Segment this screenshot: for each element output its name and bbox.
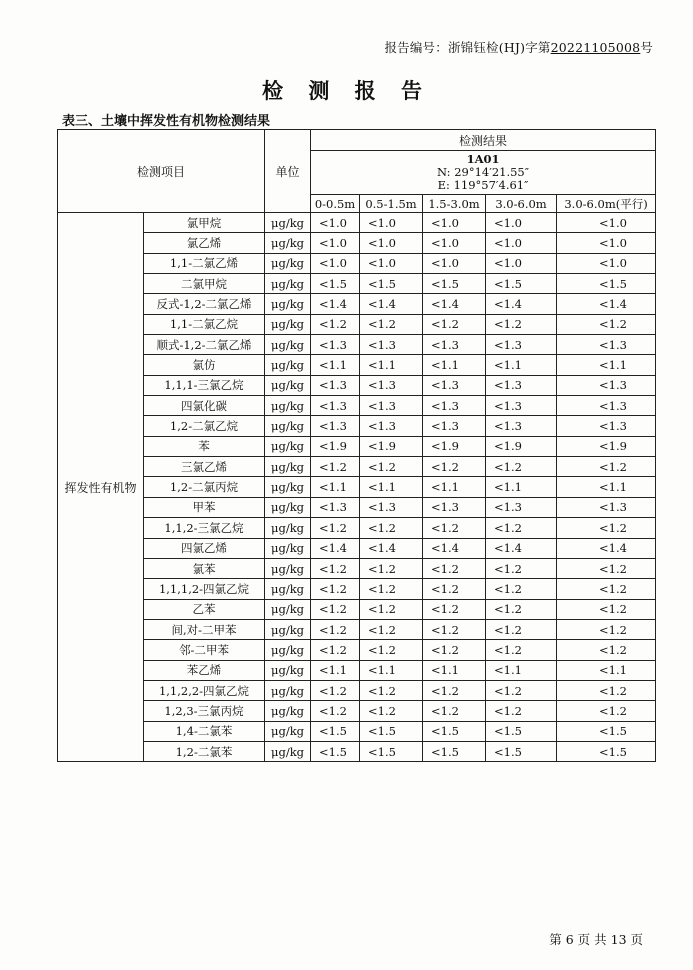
result-value: <1.2 (423, 640, 486, 660)
unit-cell: μg/kg (265, 375, 311, 395)
result-value: <1.5 (557, 274, 656, 294)
table-row (58, 375, 656, 395)
compound-name: 氯苯 (144, 558, 265, 578)
result-value: <1.0 (360, 213, 423, 233)
unit-cell: μg/kg (265, 233, 311, 253)
table-row (58, 233, 656, 253)
result-value: <1.0 (557, 233, 656, 253)
compound-name: 苯 (144, 436, 265, 456)
compound-name: 1,1,1-三氯乙烷 (144, 375, 265, 395)
station-info (311, 151, 656, 195)
table-row (58, 660, 656, 680)
result-value: <1.1 (360, 355, 423, 375)
unit-cell: μg/kg (265, 314, 311, 334)
unit-cell: μg/kg (265, 416, 311, 436)
result-value: <1.3 (360, 497, 423, 517)
compound-name: 氯甲烷 (144, 213, 265, 233)
result-value: <1.2 (423, 701, 486, 721)
result-value: <1.3 (311, 375, 360, 395)
result-value: <1.3 (423, 375, 486, 395)
result-value: <1.3 (423, 416, 486, 436)
result-value: <1.1 (423, 477, 486, 497)
result-value: <1.2 (311, 599, 360, 619)
result-value: <1.0 (486, 253, 557, 273)
table-row (58, 274, 656, 294)
unit-cell: μg/kg (265, 477, 311, 497)
unit-cell: μg/kg (265, 355, 311, 375)
header-unit: 单位 (265, 130, 311, 213)
table-row (58, 640, 656, 660)
result-value: <1.2 (311, 558, 360, 578)
unit-cell: μg/kg (265, 619, 311, 639)
table-row (58, 558, 656, 578)
table-row (58, 518, 656, 538)
result-value: <1.3 (486, 497, 557, 517)
result-value: <1.4 (311, 538, 360, 558)
unit-cell: μg/kg (265, 457, 311, 477)
table-row (58, 701, 656, 721)
result-value: <1.2 (486, 680, 557, 700)
report-number-suffix: 号 (640, 40, 653, 55)
table-row (58, 579, 656, 599)
result-value: <1.5 (360, 274, 423, 294)
result-value: <1.2 (423, 619, 486, 639)
table-row (58, 416, 656, 436)
compound-name: 氯仿 (144, 355, 265, 375)
result-value: <1.9 (311, 436, 360, 456)
results-table (57, 129, 656, 762)
result-value: <1.3 (360, 416, 423, 436)
result-value: <1.1 (486, 355, 557, 375)
table-row (58, 253, 656, 273)
compound-name: 1,1,2,2-四氯乙烷 (144, 680, 265, 700)
result-value: <1.4 (486, 538, 557, 558)
result-value: <1.4 (423, 294, 486, 314)
unit-cell: μg/kg (265, 640, 311, 660)
result-value: <1.2 (486, 518, 557, 538)
result-value: <1.9 (423, 436, 486, 456)
result-value: <1.2 (557, 518, 656, 538)
table-row (58, 396, 656, 416)
compound-name: 1,2-二氯乙烷 (144, 416, 265, 436)
result-value: <1.2 (311, 680, 360, 700)
result-value: <1.9 (360, 436, 423, 456)
unit-cell: μg/kg (265, 518, 311, 538)
result-value: <1.2 (423, 518, 486, 538)
result-value: <1.2 (486, 619, 557, 639)
result-value: <1.2 (311, 579, 360, 599)
result-value: <1.3 (423, 396, 486, 416)
unit-cell: μg/kg (265, 274, 311, 294)
result-value: <1.2 (360, 701, 423, 721)
report-number-label: 报告编号：浙锦钰检(HJ)字第 (384, 40, 551, 55)
result-value: <1.2 (360, 579, 423, 599)
unit-cell: μg/kg (265, 721, 311, 741)
result-value: <1.5 (423, 721, 486, 741)
result-value: <1.5 (360, 721, 423, 741)
result-value: <1.0 (486, 213, 557, 233)
result-value: <1.2 (486, 599, 557, 619)
result-value: <1.2 (360, 518, 423, 538)
result-value: <1.1 (311, 355, 360, 375)
result-value: <1.3 (423, 335, 486, 355)
result-value: <1.1 (423, 660, 486, 680)
result-value: <1.3 (557, 416, 656, 436)
result-value: <1.0 (557, 253, 656, 273)
station-latitude: N: 29°14′21.55″ (437, 165, 530, 179)
compound-name: 1,2,3-三氯丙烷 (144, 701, 265, 721)
result-value: <1.2 (557, 579, 656, 599)
result-value: <1.2 (311, 619, 360, 639)
table-row (58, 619, 656, 639)
result-value: <1.3 (360, 396, 423, 416)
result-value: <1.5 (557, 721, 656, 741)
unit-cell: μg/kg (265, 680, 311, 700)
result-value: <1.3 (557, 396, 656, 416)
unit-cell: μg/kg (265, 213, 311, 233)
compound-name: 二氯甲烷 (144, 274, 265, 294)
result-value: <1.1 (486, 660, 557, 680)
result-value: <1.2 (486, 701, 557, 721)
header-item: 检测项目 (58, 130, 265, 213)
compound-name: 1,4-二氯苯 (144, 721, 265, 741)
result-value: <1.5 (486, 721, 557, 741)
result-value: <1.2 (311, 518, 360, 538)
compound-name: 四氯乙烯 (144, 538, 265, 558)
result-value: <1.0 (360, 233, 423, 253)
result-value: <1.2 (557, 680, 656, 700)
result-value: <1.1 (311, 660, 360, 680)
result-value: <1.5 (423, 741, 486, 761)
compound-name: 四氯化碳 (144, 396, 265, 416)
result-value: <1.3 (486, 396, 557, 416)
result-value: <1.4 (360, 294, 423, 314)
result-value: <1.2 (557, 314, 656, 334)
compound-name: 氯乙烯 (144, 233, 265, 253)
compound-name: 三氯乙烯 (144, 457, 265, 477)
result-value: <1.2 (557, 599, 656, 619)
result-value: <1.5 (486, 274, 557, 294)
page-title: 检 测 报 告 (262, 79, 431, 103)
table-row (58, 213, 656, 233)
result-value: <1.2 (360, 558, 423, 578)
result-value: <1.0 (557, 213, 656, 233)
table-caption: 表三、土壤中挥发性有机物检测结果 (62, 114, 271, 129)
result-value: <1.1 (557, 477, 656, 497)
result-value: <1.3 (486, 335, 557, 355)
result-value: <1.2 (360, 680, 423, 700)
unit-cell: μg/kg (265, 497, 311, 517)
result-value: <1.0 (423, 233, 486, 253)
result-value: <1.2 (486, 314, 557, 334)
result-value: <1.0 (311, 253, 360, 273)
result-value: <1.3 (557, 375, 656, 395)
result-value: <1.1 (423, 355, 486, 375)
unit-cell: μg/kg (265, 599, 311, 619)
compound-name: 顺式-1,2-二氯乙烯 (144, 335, 265, 355)
result-value: <1.2 (486, 579, 557, 599)
result-value: <1.3 (360, 375, 423, 395)
result-value: <1.4 (557, 538, 656, 558)
result-value: <1.2 (486, 558, 557, 578)
result-value: <1.2 (360, 619, 423, 639)
table-row (58, 680, 656, 700)
header-result: 检测结果 (311, 130, 656, 151)
result-value: <1.1 (311, 477, 360, 497)
result-value: <1.2 (423, 457, 486, 477)
result-value: <1.5 (311, 741, 360, 761)
result-value: <1.1 (486, 477, 557, 497)
page-number: 第 6 页 共 13 页 (549, 932, 643, 947)
compound-name: 1,2-二氯丙烷 (144, 477, 265, 497)
unit-cell: μg/kg (265, 436, 311, 456)
result-value: <1.3 (360, 335, 423, 355)
result-value: <1.3 (486, 375, 557, 395)
result-value: <1.5 (311, 721, 360, 741)
result-value: <1.5 (557, 741, 656, 761)
depth-header: 3.0-6.0m (486, 195, 557, 213)
table-row (58, 335, 656, 355)
result-value: <1.2 (423, 680, 486, 700)
result-value: <1.2 (557, 701, 656, 721)
compound-name: 甲苯 (144, 497, 265, 517)
unit-cell: μg/kg (265, 538, 311, 558)
result-value: <1.2 (311, 457, 360, 477)
result-value: <1.2 (360, 457, 423, 477)
result-value: <1.3 (557, 497, 656, 517)
result-value: <1.5 (360, 741, 423, 761)
result-value: <1.5 (486, 741, 557, 761)
result-value: <1.5 (311, 274, 360, 294)
compound-name: 邻-二甲苯 (144, 640, 265, 660)
table-row (58, 294, 656, 314)
unit-cell: μg/kg (265, 335, 311, 355)
result-value: <1.2 (360, 599, 423, 619)
result-value: <1.4 (311, 294, 360, 314)
unit-cell: μg/kg (265, 294, 311, 314)
result-value: <1.2 (557, 457, 656, 477)
depth-header: 0-0.5m (311, 195, 360, 213)
compound-name: 反式-1,2-二氯乙烯 (144, 294, 265, 314)
result-value: <1.2 (423, 579, 486, 599)
compound-name: 1,1,2-三氯乙烷 (144, 518, 265, 538)
depth-header: 3.0-6.0m(平行) (557, 195, 656, 213)
table-row (58, 314, 656, 334)
result-value: <1.3 (311, 416, 360, 436)
result-value: <1.2 (557, 558, 656, 578)
station-longitude: E: 119°57′4.61″ (437, 178, 529, 192)
category-cell: 挥发性有机物 (58, 213, 144, 762)
compound-name: 1,1-二氯乙烷 (144, 314, 265, 334)
result-value: <1.2 (311, 701, 360, 721)
result-value: <1.3 (486, 416, 557, 436)
result-value: <1.3 (423, 497, 486, 517)
result-value: <1.0 (360, 253, 423, 273)
unit-cell: μg/kg (265, 701, 311, 721)
result-value: <1.0 (423, 213, 486, 233)
table-row (58, 436, 656, 456)
table-row (58, 477, 656, 497)
compound-name: 1,2-二氯苯 (144, 741, 265, 761)
result-value: <1.2 (557, 640, 656, 660)
result-value: <1.0 (486, 233, 557, 253)
result-value: <1.0 (311, 213, 360, 233)
compound-name: 1,1,1,2-四氯乙烷 (144, 579, 265, 599)
unit-cell: μg/kg (265, 579, 311, 599)
table-row (58, 538, 656, 558)
report-number-value: 20221105008 (550, 40, 641, 55)
compound-name: 间,对-二甲苯 (144, 619, 265, 639)
result-value: <1.1 (557, 660, 656, 680)
table-row (58, 497, 656, 517)
table-row (58, 741, 656, 761)
table-row (58, 457, 656, 477)
results-body (58, 213, 656, 762)
result-value: <1.2 (486, 640, 557, 660)
result-value: <1.3 (311, 335, 360, 355)
result-value: <1.2 (360, 640, 423, 660)
result-value: <1.4 (423, 538, 486, 558)
unit-cell: μg/kg (265, 558, 311, 578)
result-value: <1.2 (360, 314, 423, 334)
result-value: <1.4 (360, 538, 423, 558)
result-value: <1.2 (423, 314, 486, 334)
table-row (58, 721, 656, 741)
result-value: <1.2 (311, 314, 360, 334)
result-value: <1.4 (486, 294, 557, 314)
table-row (58, 355, 656, 375)
result-value: <1.1 (557, 355, 656, 375)
result-value: <1.3 (311, 396, 360, 416)
result-value: <1.2 (557, 619, 656, 639)
compound-name: 1,1-二氯乙烯 (144, 253, 265, 273)
station-id: 1A01 (466, 152, 500, 166)
unit-cell: μg/kg (265, 396, 311, 416)
table-row (58, 599, 656, 619)
compound-name: 苯乙烯 (144, 660, 265, 680)
compound-name: 乙苯 (144, 599, 265, 619)
result-value: <1.2 (423, 599, 486, 619)
result-value: <1.0 (311, 233, 360, 253)
unit-cell: μg/kg (265, 741, 311, 761)
result-value: <1.9 (557, 436, 656, 456)
result-value: <1.4 (557, 294, 656, 314)
unit-cell: μg/kg (265, 660, 311, 680)
depth-header: 1.5-3.0m (423, 195, 486, 213)
result-value: <1.2 (423, 558, 486, 578)
result-value: <1.1 (360, 477, 423, 497)
result-value: <1.2 (311, 640, 360, 660)
result-value: <1.2 (486, 457, 557, 477)
depth-header: 0.5-1.5m (360, 195, 423, 213)
result-value: <1.0 (423, 253, 486, 273)
result-value: <1.3 (311, 497, 360, 517)
result-value: <1.5 (423, 274, 486, 294)
unit-cell: μg/kg (265, 253, 311, 273)
result-value: <1.1 (360, 660, 423, 680)
result-value: <1.9 (486, 436, 557, 456)
report-number (384, 38, 653, 56)
result-value: <1.3 (557, 335, 656, 355)
